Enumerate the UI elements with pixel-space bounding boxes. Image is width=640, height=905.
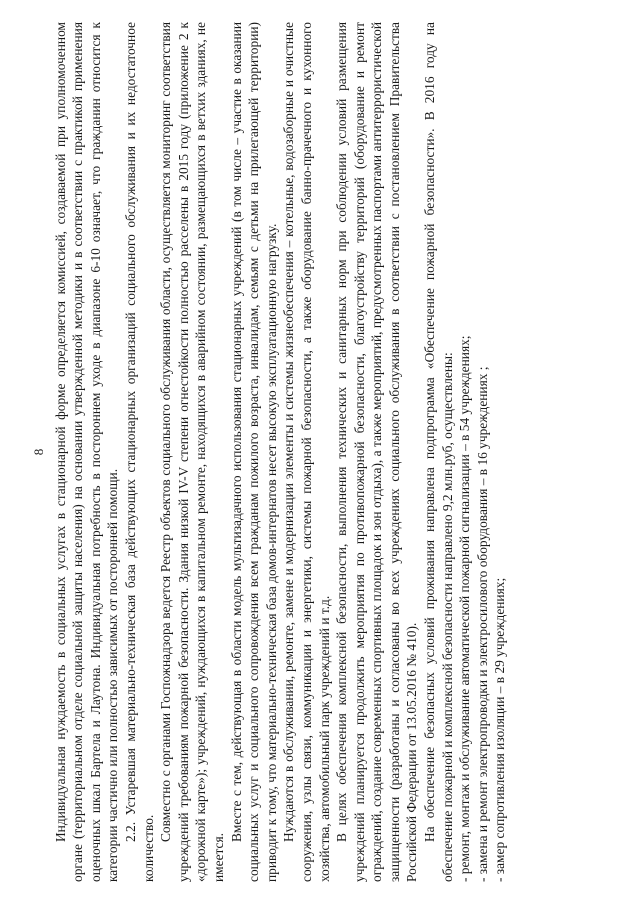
page-number: 8 — [31, 448, 46, 456]
paragraph-fire-registry: Совместно с органами Госпожнадзора ведется Реестр объектов социального обслуживания области, осуществляется мониторинг соответствия учреждений требованиям пожарной безопасности. Здания низкой IV-V степени огнестойкости полностью расселены в 2015 году (приложение 2 к «дорожной карте»); учреждений, нуждающихся в капитальном ремонте, находящихся в аварийном состоянии, размещающихся в ветхих зданиях, не имеется. — [158, 22, 226, 882]
list-item: - ремонт, монтаж и обслуживание автоматической пожарной сигнализации – в 54 учреждениях; — [457, 335, 473, 882]
paragraph-maintenance-needs: Нуждаются в обслуживании, ремонте, замене и модернизации элементы и системы жизнеобеспечения – котельные, водозаборные и очистные сооружения, узлы связи, коммуникации и энергетики, системы пожарной безопасности, а также оборудование банно-прачечного и кухонного хозяйства, автомобильный парк учреждений и т.д. — [281, 22, 332, 882]
rotated-text-block — [30, 22, 610, 882]
paragraph-multitask-model: Вместе с тем, действующая в области модель мультизадачного использования стационарных учреждений (в том числе – участие в оказании социальных услуг и социального сопровождения всем гражданам пожилого возраста, инвалидам, семьям с детьми на прилегающей территории) приводит к тому, что материально-техническая база домов-интернатов несет высокую эксплуатационную нагрузку. — [228, 22, 279, 882]
list-item: - замер сопротивления изоляции – в 29 учреждениях; — [492, 577, 508, 882]
paragraph-individual-need: Индивидуальная нуждаемость в социальных услугах в стационарной форме определяется комиссией, создаваемой при уполномоченном органе (территориальном отделе социальной защиты населения) на основании утвержденной методики и в соответствии с практикой применения оценочных шкал Бартела и Лаутона. Индивидуальная потребность в постороннем уходе в диапазоне 6-10 означает, что гражданин относится к категории частично или полностью зависимых от посторонней помощи. — [52, 22, 121, 882]
paragraph-fire-subprogram: На обеспечение безопасных условий проживания направлена подпрограмма «Обеспечение пожарной безопасности». В 2016 году на обеспечение пожарной и комплексной безопасности направлено 9,2 млн.руб, осуществлены: — [422, 22, 455, 882]
list-item: - замена и ремонт электропроводки и электросилового оборудования – в 16 учреждениях ; — [474, 366, 490, 882]
paragraph-complex-safety: В целях обеспечения комплексной безопасности, выполнения технических и санитарных норм при соблюдении условий размещения учреждений планируется продолжить мероприятия по противопожарной безопасности, благоустройству территорий (оборудование и ремонт ограждений, создание современных спортивных площадок и зон отдыха), а также мероприятий, предусмотренных паспортами антитеррористической защищенности (разработаны и согласованы во всех учреждениях социального обслуживания в соответствии с постановлением Правительства Российской Федерации от 13.05.2016 № 410). — [334, 22, 420, 882]
section-heading-2-2: 2.2. Устаревшая материально-техническая база действующих стационарных организаций социального обслуживания и их недостаточное количество. — [122, 22, 156, 882]
